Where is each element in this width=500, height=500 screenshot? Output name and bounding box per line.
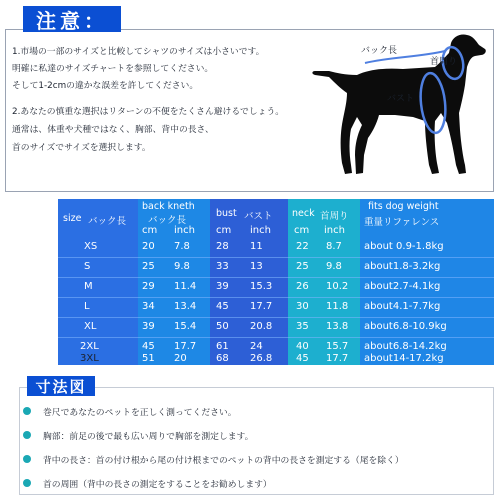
cell-bust-cm: 28: [216, 241, 229, 252]
cell-size: S: [84, 261, 91, 272]
cell-neck-in: 10.2: [326, 281, 349, 292]
method-step-text: 背中の長さ：首の付け根から尾の付け根までのペットの背中の長さを測定する（尾を除く）: [43, 456, 404, 466]
cell-back-in: 11.4: [174, 281, 197, 292]
notice-title: 注意：: [23, 6, 121, 32]
cell-back-cm: 25: [142, 261, 155, 272]
cell-back-in: 15.4: [174, 321, 197, 332]
cell-bust-cm: 45: [216, 301, 229, 312]
cell-bust-in: 24: [250, 341, 263, 352]
unit-neck-cm: cm: [294, 225, 310, 236]
cell-neck-in: 13.8: [326, 321, 349, 332]
neck-label: 首周り: [430, 57, 458, 67]
bullet-icon: [23, 431, 31, 439]
cell-bust-in: 11: [250, 241, 263, 252]
cell-bust-cm: 50: [216, 321, 229, 332]
unit-neck-inch: inch: [324, 225, 345, 236]
unit-back-cm: cm: [142, 225, 158, 236]
unit-bust-cm: cm: [216, 225, 232, 236]
cell-back-in: 7.8: [174, 241, 190, 252]
cell-back-cm: 51: [142, 353, 155, 364]
method-step-text: 胸部：前足の後で最も広い周りで胸部を測定します。: [43, 432, 254, 442]
row-divider: [58, 337, 494, 338]
dog-figure: [295, 5, 495, 190]
cell-size: 3XL: [80, 353, 99, 364]
row-divider: [58, 317, 494, 318]
cell-back-in: 9.8: [174, 261, 190, 272]
cell-size: XS: [84, 241, 98, 252]
notice-line-2: 明確に私達のサイズチャートを参照してください。: [12, 64, 214, 74]
method-step-text: 首の周囲（背中の長さの測定をすることをお勧めします）: [43, 480, 272, 490]
notice-line-5: 通常は、体重や犬種ではなく、胸部、背中の長さ、: [12, 125, 214, 135]
notice-line-3: そして1-2cmの違かな誤差を許してください。: [12, 81, 199, 91]
cell-neck-in: 17.7: [326, 353, 349, 364]
header-weight-en: fits dog weight: [368, 201, 439, 212]
cell-back-cm: 34: [142, 301, 155, 312]
method-title: 寸法図: [27, 376, 95, 396]
cell-weight: about4.1-7.7kg: [364, 301, 441, 312]
header-neck-en: neck: [292, 208, 315, 219]
method-step-1: [43, 405, 237, 418]
cell-bust-cm: 33: [216, 261, 229, 272]
cell-neck-in: 9.8: [326, 261, 342, 272]
cell-neck-in: 15.7: [326, 341, 349, 352]
cell-neck-cm: 26: [296, 281, 309, 292]
cell-back-cm: 39: [142, 321, 155, 332]
cell-size: XL: [84, 321, 97, 332]
method-step-2: [43, 429, 253, 442]
cell-bust-in: 17.7: [250, 301, 273, 312]
notice-line-6: 首のサイズでサイズを選択します。: [12, 143, 151, 153]
cell-back-cm: 29: [142, 281, 155, 292]
chest-label: バスト: [387, 94, 415, 104]
header-back-jp: バック長: [148, 215, 187, 226]
cell-weight: about6.8-10.9kg: [364, 321, 447, 332]
cell-weight: about1.8-3.2kg: [364, 261, 441, 272]
cell-weight: about6.8-14.2kg: [364, 341, 447, 352]
row-divider: [58, 297, 494, 298]
cell-neck-cm: 22: [296, 241, 309, 252]
cell-neck-cm: 35: [296, 321, 309, 332]
cell-neck-cm: 45: [296, 353, 309, 364]
header-back-en: back kneth: [142, 201, 195, 212]
cell-weight: about2.7-4.1kg: [364, 281, 441, 292]
header-size: size: [63, 213, 82, 224]
cell-neck-cm: 30: [296, 301, 309, 312]
header-weight-jp: 重量リファレンス: [364, 217, 440, 228]
unit-back-inch: inch: [174, 225, 195, 236]
header-back-jp-left: バック長: [88, 216, 127, 227]
bullet-icon: [23, 407, 31, 415]
cell-size: L: [84, 301, 90, 312]
cell-neck-cm: 40: [296, 341, 309, 352]
row-divider: [58, 277, 494, 278]
cell-bust-cm: 39: [216, 281, 229, 292]
row-divider: [58, 257, 494, 258]
cell-back-in: 20: [174, 353, 187, 364]
cell-size: M: [84, 281, 93, 292]
notice-line-1: 1.市場の一部のサイズと比較してシャツのサイズは小さいです。: [12, 47, 265, 57]
bullet-icon: [23, 479, 31, 487]
cell-bust-in: 13: [250, 261, 263, 272]
unit-bust-inch: inch: [250, 225, 271, 236]
cell-weight: about14-17.2kg: [364, 353, 444, 364]
cell-back-cm: 20: [142, 241, 155, 252]
notice-line-4: 2.あなたの慎重な選択はリターンの不便をたくさん避けるでしょう。: [12, 107, 285, 117]
back-length-label: バック長: [361, 46, 398, 56]
method-step-text: 巻尺であなたのペットを正しく測ってください。: [43, 408, 237, 418]
bullet-icon: [23, 455, 31, 463]
cell-bust-in: 26.8: [250, 353, 273, 364]
header-bust-en: bust: [216, 208, 237, 219]
method-step-4: [43, 477, 272, 490]
cell-size: 2XL: [80, 341, 99, 352]
header-bust-jp: バスト: [244, 211, 273, 222]
size-table: [58, 199, 494, 365]
cell-neck-in: 8.7: [326, 241, 342, 252]
cell-bust-cm: 68: [216, 353, 229, 364]
cell-bust-in: 20.8: [250, 321, 273, 332]
cell-bust-in: 15.3: [250, 281, 273, 292]
cell-weight: about 0.9-1.8kg: [364, 241, 444, 252]
cell-neck-cm: 25: [296, 261, 309, 272]
header-neck-jp: 首周り: [320, 211, 349, 222]
cell-neck-in: 11.8: [326, 301, 349, 312]
cell-bust-cm: 61: [216, 341, 229, 352]
cell-back-in: 13.4: [174, 301, 197, 312]
cell-back-cm: 45: [142, 341, 155, 352]
method-step-3: [43, 453, 404, 466]
cell-back-in: 17.7: [174, 341, 197, 352]
